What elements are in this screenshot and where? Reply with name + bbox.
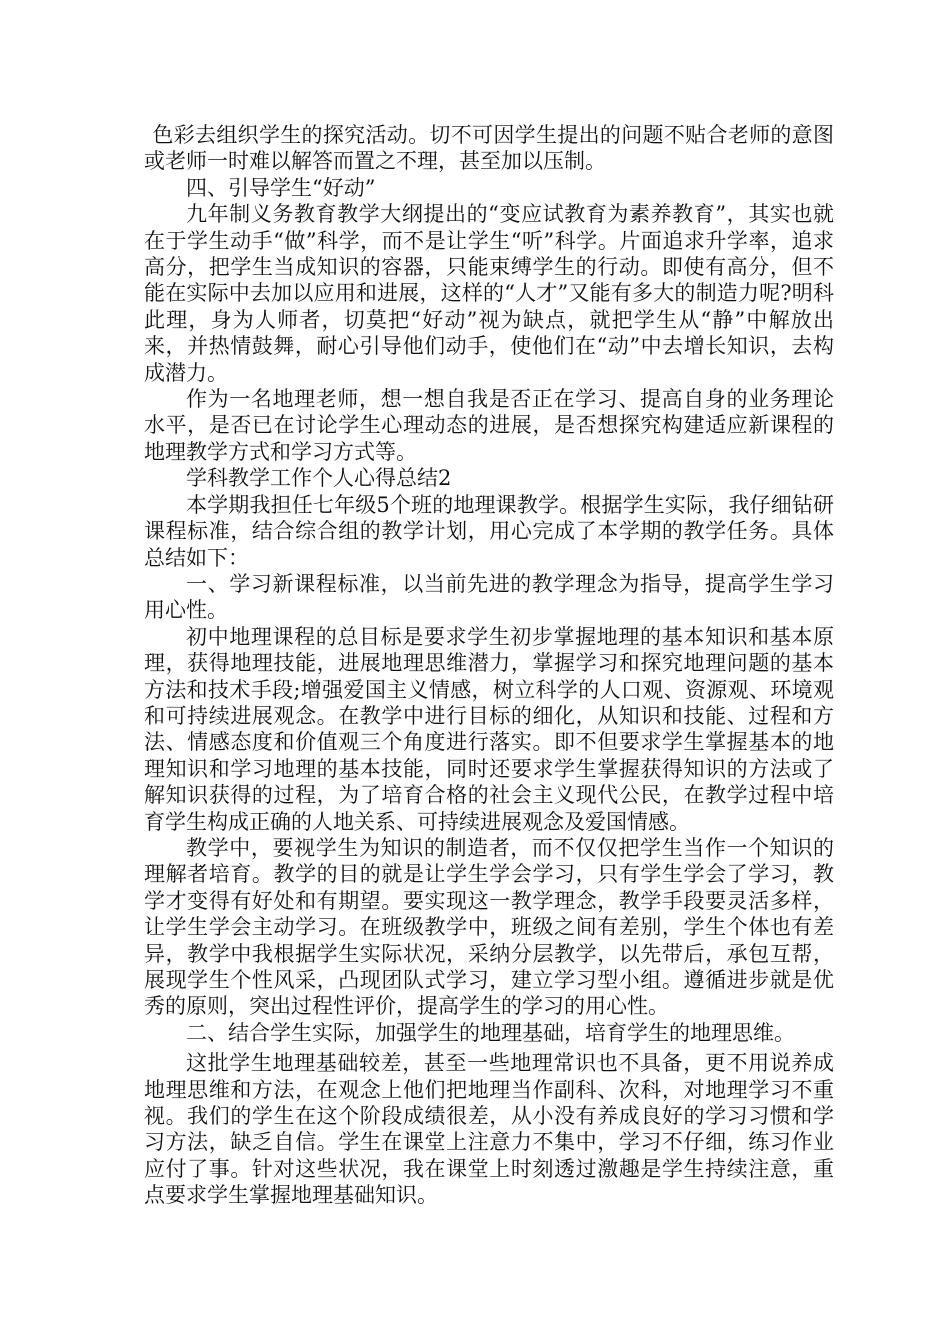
paragraph-continuation: 色彩去组织学生的探究活动。切不可因学生提出的问题不贴合老师的意图或老师一时难以解答而置之不理，甚至加以压制。 <box>144 123 834 174</box>
paragraph: 九年制义务教育教学大纲提出的“变应试教育为素养教育”，其实也就在于学生动手“做”科学，而不是让学生“听”科学。片面追求升学率，追求高分，把学生当成知识的容器，只能束缚学生的行动。即使有高分，但不能在实际中去加以应用和进展，这样的“人才”又能有多大的制造力呢?明科此理，身为人师者，切莫把“好动”视为缺点，就把学生从“静”中解放出来，并热情鼓舞，耐心引导他们动手，使他们在“动”中去增长知识，去构成潜力。 <box>144 202 834 385</box>
section-heading-encourage-activity: 四、引导学生“好动” <box>186 175 376 200</box>
paragraph-intro: 本学期我担任七年级5个班的地理课教学。根据学生实际，我仔细钻研课程标准，结合综合组的教学计划，用心完成了本学期的教学任务。具体总结如下： <box>144 492 834 570</box>
article-title: 学科教学工作个人心得总结2 <box>186 466 452 491</box>
section-heading-1: 一、学习新课程标准，以当前先进的教学理念为指导，提高学生学习用心性。 <box>144 571 834 623</box>
paragraph: 作为一名地理老师，想一想自我是否正在学习、提高自身的业务理论水平，是否已在讨论学生心理动态的进展，是否想探究构建适应新课程的地理教学方式和学习方式等。 <box>144 387 834 464</box>
section-heading-2: 二、结合学生实际，加强学生的地理基础，培育学生的地理思维。 <box>186 1020 795 1045</box>
document-body <box>144 122 834 1209</box>
paragraph: 初中地理课程的总目标是要求学生初步掌握地理的基本知识和基本原理，获得地理技能，进展地理思维潜力，掌握学习和探究地理问题的基本方法和技术手段;增强爱国主义情感，树立科学的人口观、资源观、环境观和可持续进展观念。在教学中进行目标的细化，从知识和技能、过程和方法、情感态度和价值观三个角度进行落实。即不但要求学生掌握基本的地理知识和学习地理的基本技能，同时还要求学生掌握获得知识的方法或了解知识获得的过程，为了培育合格的社会主义现代公民，在教学过程中培育学生构成正确的人地关系、可持续进展观念及爱国情感。 <box>144 624 834 834</box>
paragraph: 教学中，要视学生为知识的制造者，而不仅仅把学生当作一个知识的理解者培育。教学的目的就是让学生学会学习，只有学生学会了学习，教学才变得有好处和有期望。要实现这一教学理念，教学手段要灵活多样，让学生学会主动学习。在班级教学中，班级之间有差别，学生个体也有差异，教学中我根据学生实际状况，采纳分层教学，以先带后，承包互帮，展现学生个性风采，凸现团队式学习，建立学习型小组。遵循进步就是优秀的原则，突出过程性评价，提高学生的学习的用心性。 <box>144 835 834 1019</box>
paragraph: 这批学生地理基础较差，甚至一些地理常识也不具备，更不用说养成地理思维和方法，在观念上他们把地理当作副科、次科，对地理学习不重视。我们的学生在这个阶段成绩很差，从小没有养成良好的学习习惯和学习方法，缺乏自信。学生在课堂上注意力不集中，学习不仔细，练习作业应付了事。针对这些状况，我在课堂上时刻透过激趣是学生持续注意，重点要求学生掌握地理基础知识。 <box>144 1051 834 1208</box>
